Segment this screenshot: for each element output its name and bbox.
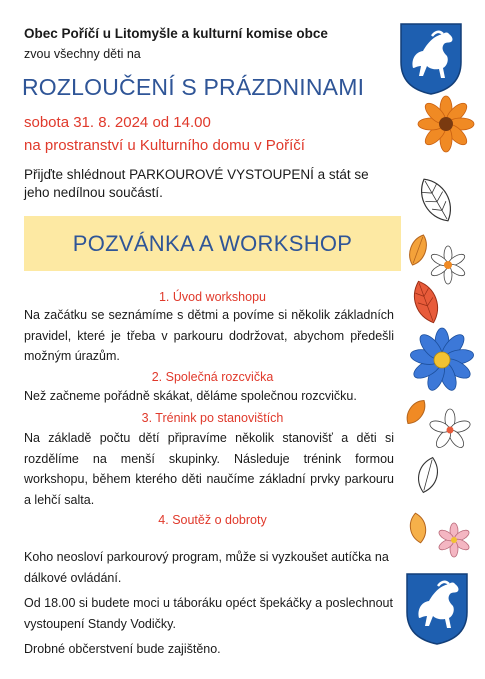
intro-text: Přijďte shlédnout PARKOUROVÉ VYSTOUPENÍ a stát se jeho nedílnou součástí.	[24, 167, 369, 200]
event-place: na prostranství u Kulturního domu v Poříčí	[24, 137, 305, 154]
program-item-title: 3. Trénink po stanovištích	[141, 411, 284, 425]
program-item-title: 4. Soutěž o dobroty	[158, 513, 267, 527]
program-item-title: 2. Společná rozcvička	[151, 370, 274, 384]
program-item-title: 1. Úvod workshopu	[158, 290, 266, 304]
program-item-text: Na základě počtu dětí připravíme několik stanovišť a děti si rozdělíme na menší skupinky. Následuje trénink formou workshopu, během kterého děti naučíme základní prvky parkouru a lehčí salta.	[24, 431, 394, 507]
flower-icon	[409, 328, 474, 392]
flower-icon	[430, 246, 467, 284]
note-text: Koho neosloví parkourový program, může si vyzkoušet autíčka na dálkové ovládání.	[24, 550, 389, 585]
flower-icon	[418, 96, 474, 152]
flower-icon	[437, 523, 470, 557]
banner-title: POZVÁNKA A WORKSHOP	[72, 230, 353, 256]
leaf-icon	[402, 397, 429, 428]
leaf-icon	[405, 232, 430, 267]
leaf-icon	[415, 455, 442, 494]
workshop-banner	[24, 216, 401, 271]
leaf-icon	[414, 173, 459, 227]
leaf-icon	[408, 512, 428, 544]
program-item-text: Než začneme pořádně skákat, děláme společnou rozcvičku.	[24, 389, 357, 403]
event-date: sobota 31. 8. 2024 od 14.00	[24, 114, 211, 131]
note-text: Drobné občerstvení bude zajištěno.	[24, 642, 221, 656]
invite-line: zvou všechny děti na	[24, 47, 141, 61]
flower-icon	[428, 409, 471, 450]
horse-crest-icon	[405, 572, 469, 646]
note-text: Od 18.00 si budete moci u táboráku opéct špekáčky a poslechnout vystoupení Standy Vodičky.	[24, 596, 393, 631]
program-item-text: Na začátku se seznámíme s dětmi a povíme si několik základních pravidel, které je třeba v parkouru dodržovat, abychom předešli možným úrazům.	[24, 308, 394, 363]
organizer: Obec Poříčí u Litomyšle a kulturní komise obce	[24, 26, 328, 41]
leaf-icon	[409, 278, 444, 327]
main-title: ROZLOUČENÍ S PRÁZDNINAMI	[22, 74, 365, 100]
floral-decoration	[398, 80, 478, 600]
